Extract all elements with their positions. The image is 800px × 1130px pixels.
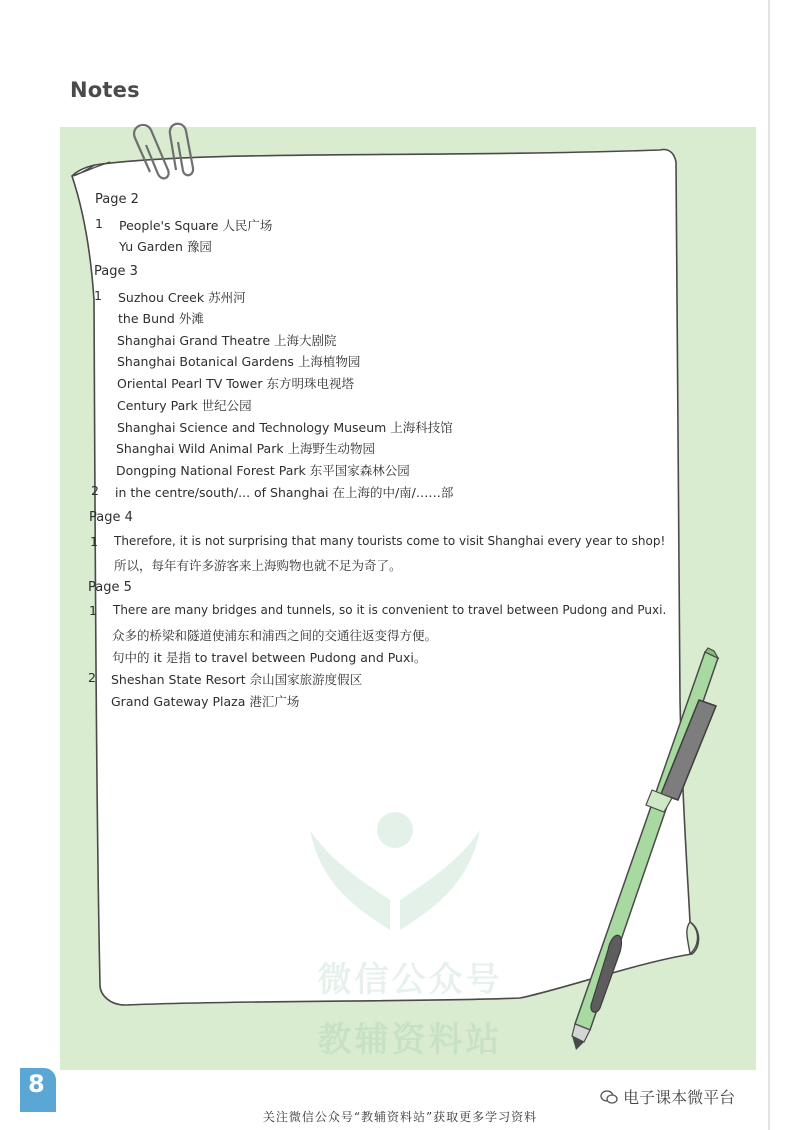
note-line: Grand Gateway Plaza 港汇广场 [111,694,300,709]
watermark-line-1: 微信公众号 [317,960,503,1000]
note-line: Oriental Pearl TV Tower 东方明珠电视塔 [117,376,354,391]
note-line: There are many bridges and tunnels, so it is convenient to travel between Pudong and Puxi. [113,603,667,617]
note-line: Shanghai Botanical Gardens 上海植物园 [117,354,361,369]
brand-text: 电子课本微平台 [623,1088,736,1107]
item-number: 1 [90,534,98,549]
note-line: 众多的桥梁和隧道使浦东和浦西之间的交通往返变得方便。 [112,628,438,643]
item-number: 2 [88,670,96,685]
watermark-line-2: 教辅资料站 [317,1020,503,1060]
item-number: 1 [95,216,103,231]
note-line: Shanghai Grand Theatre 上海大剧院 [117,333,337,348]
page-label: Page 4 [89,510,133,525]
page-label: Page 3 [94,264,138,279]
footer-text: 关注微信公众号“教辅资料站”获取更多学习资料 [262,1110,538,1124]
note-line: Sheshan State Resort 佘山国家旅游度假区 [111,672,363,687]
item-number: 1 [94,288,102,303]
page-label: Page 2 [95,192,139,207]
note-line: People's Square 人民广场 [119,218,273,233]
page-title: Notes [70,78,140,102]
note-line: 句中的 it 是指 to travel between Pudong and Puxi。 [112,650,427,665]
note-line: Therefore, it is not surprising that many tourists come to visit Shanghai every year to shop! [114,534,666,548]
page-number: 8 [28,1070,45,1098]
note-line: Century Park 世纪公园 [117,398,252,413]
page-label: Page 5 [88,580,132,595]
item-number: 2 [91,483,99,498]
note-line: Dongping National Forest Park 东平国家森林公园 [116,463,410,478]
wechat-icon [600,1089,618,1105]
brand-label [600,1085,735,1108]
note-line: Shanghai Science and Technology Museum 上海科技馆 [117,420,453,435]
note-line: in the centre/south/... of Shanghai 在上海的中/南/……部 [115,485,454,500]
note-line: Shanghai Wild Animal Park 上海野生动物园 [116,441,376,456]
note-line: Yu Garden 豫园 [119,239,212,254]
note-line: 所以，每年有许多游客来上海购物也就不足为奇了。 [114,558,402,573]
note-line: the Bund 外滩 [118,311,204,326]
item-number: 1 [89,603,97,618]
note-line: Suzhou Creek 苏州河 [118,290,246,305]
